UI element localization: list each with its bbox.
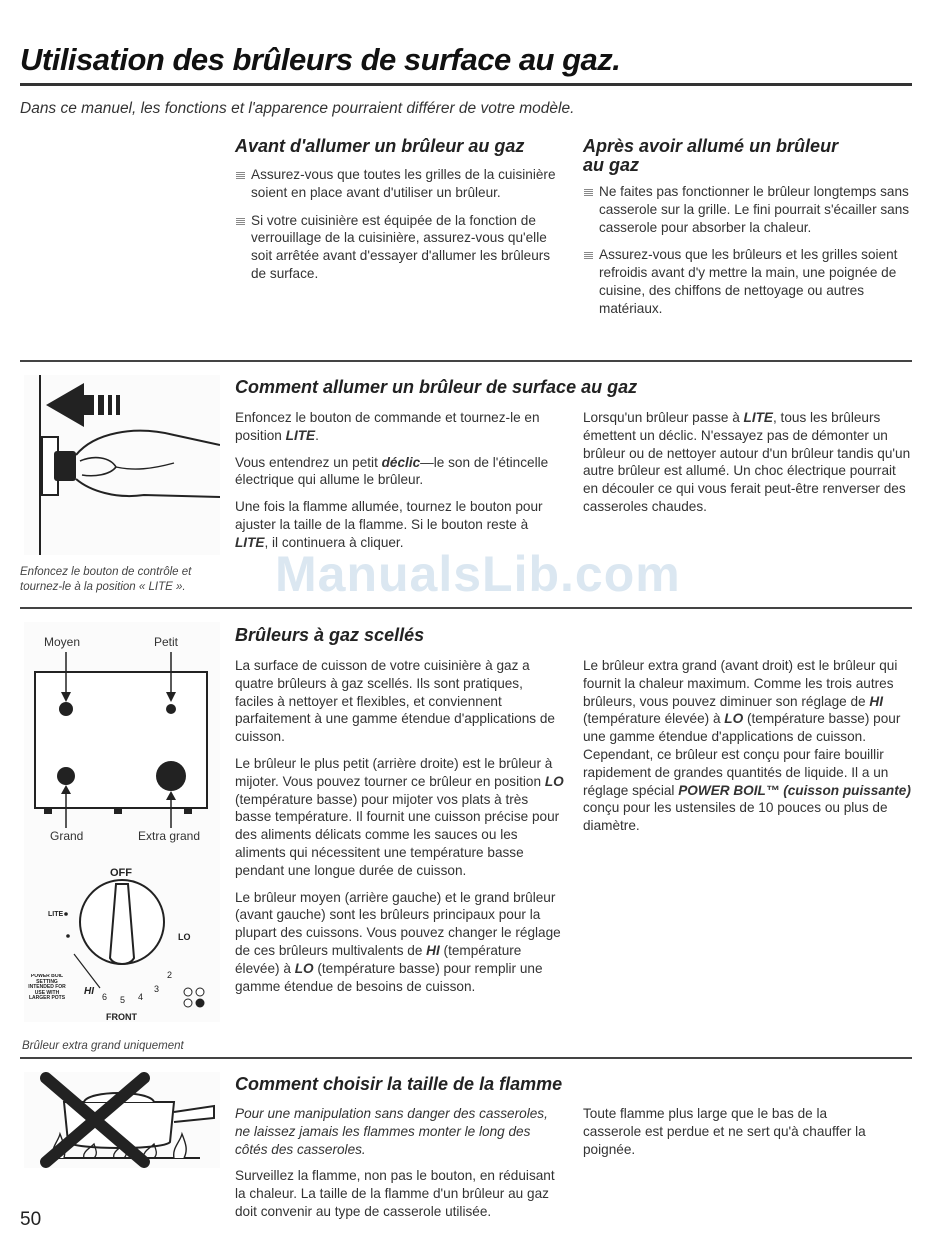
section-rule-2 (20, 607, 912, 609)
after-heading-line-2: au gaz (583, 155, 640, 175)
dial-number-3: 3 (154, 984, 160, 994)
label-petit: Petit (154, 635, 179, 649)
before-bullet-1: Assurez-vous que toutes les grilles de la cuisinière soient en place avant d'utiliser un brûleur. (235, 166, 565, 202)
sealed-heading: Brûleurs à gaz scellés (235, 625, 425, 645)
light-para-3: Une fois la flamme allumée, tournez le bouton pour ajuster la taille de la flamme. Si le bouton reste à LITE, il continuera à cliquer. (235, 499, 543, 550)
power-boil-note: POWER BOIL SETTING INTENDED FOR USE WITH LARGER POTS (28, 974, 66, 1001)
flame-heading: Comment choisir la taille de la flamme (235, 1074, 563, 1094)
before-bullet-2: Si votre cuisinière est équipée de la fonction de verrouillage de la cuisinière, assurez-vous qu'elle soit arrêtée avant d'essayer d'allumer les brûleurs de surface. (235, 212, 565, 283)
after-list (583, 183, 913, 328)
dial-hi-label: HI (84, 986, 94, 997)
cooktop-diagram (24, 622, 220, 1022)
sealed-para-3: Le brûleur moyen (arrière gauche) et le grand brûleur (avant gauche) sont les brûleurs principaux pour la plupart des cuissons. Vous pouvez changer le réglage de ces brûleurs multivalents de HI (température élevée) à LO (température basse) pour remplir une gamme étendue de besoins de cuisson. (235, 889, 561, 994)
sealed-para-2: Le brûleur le plus petit (arrière droite) est le brûleur à mijoter. Vous pouvez tourner ce brûleur en position LO (température basse) pour mijoter vos plats à très basse température. Il fournit une cuisson précise pour des aliments délicats comme les sauces ou les aliments qui nécessitent une température basse pendant une longue durée de cuisson. (235, 755, 564, 878)
dial-lite-label: LITE (48, 911, 64, 918)
label-moyen: Moyen (44, 635, 81, 649)
dial-number-2: 2 (167, 970, 173, 980)
light-caption-line-2: tournez-le à la position « LITE ». (20, 581, 186, 593)
light-para-4: Lorsqu'un brûleur passe à LITE, tous les brûleurs émettent un déclic. N'essayez pas de démonter un brûleur ou de nettoyer autour d'un brûleur tandis qu'un autre brûleur est allumé. Un choc électrique pourrait en découler ce qui vous ferait peut-être renverser des casseroles chaudes. (583, 410, 911, 514)
title-rule (20, 83, 912, 86)
light-col-left (235, 409, 565, 561)
section-rule-1 (20, 360, 912, 362)
burner-petit (166, 704, 176, 714)
sealed-col-right (583, 657, 913, 844)
light-para-1: Enfoncez le bouton de commande et tournez-le en position LITE. (235, 410, 540, 443)
sealed-para-4: Le brûleur extra grand (avant droit) est le brûleur qui fournit la chaleur maximum. Comme les trois autres brûleurs, vous pouvez diminuer son réglage de HI (température élevée) à LO (température basse) pour une gamme étendue d'applications de cuisson. Cependant, ce brûleur est conçu pour faire bouillir rapidement de grandes quantités de liquide. Il a un réglage spécial POWER BOIL™ (cuisson puissante) conçu pour les ustensiles de 10 pouces ou plus de diamètre. (583, 658, 911, 834)
light-caption (20, 565, 230, 595)
after-heading (583, 137, 913, 175)
dial-off-label: OFF (110, 867, 132, 879)
flame-para-2: Surveillez la flamme, non pas le bouton, en réduisant la chaleur. La taille de la flamme d'un brûleur au gaz doit convenir au type de casserole utilisée. (235, 1168, 555, 1219)
dial-lo-label: LO (178, 932, 191, 942)
burner-grand (57, 767, 75, 785)
flame-warning-illustration (24, 1072, 220, 1168)
before-heading: Avant d'allumer un brûleur au gaz (235, 136, 525, 156)
dial-number-5: 5 (120, 995, 126, 1005)
watermark: ManualsLib.com (275, 546, 681, 602)
knob-push-illustration (24, 375, 220, 555)
section-rule-3 (20, 1057, 912, 1059)
light-col-right (583, 409, 913, 525)
sealed-col-left (235, 657, 565, 1004)
burner-moyen (59, 702, 73, 716)
flame-col-left (235, 1105, 565, 1230)
flame-para-3: Toute flamme plus large que le bas de la casserole est perdue et ne sert qu'à chauffer la poignée. (583, 1106, 866, 1157)
sealed-caption: Brûleur extra grand uniquement (22, 1040, 184, 1052)
after-heading-line-1: Après avoir allumé un brûleur (583, 136, 839, 156)
light-heading: Comment allumer un brûleur de surface au gaz (235, 377, 638, 397)
dial-front-label: FRONT (106, 1012, 137, 1022)
flame-col-right (583, 1105, 883, 1167)
after-bullet-1: Ne faites pas fonctionner le brûleur longtemps sans casserole sur la grille. Le fini pourrait s'écailler sans casserole pour absorber la chaleur. (583, 183, 913, 236)
page-subtitle: Dans ce manuel, les fonctions et l'apparence pourraient différer de votre modèle. (20, 100, 575, 117)
page-title: Utilisation des brûleurs de surface au gaz. (20, 42, 621, 77)
hand-pressing-knob-icon (24, 375, 220, 555)
burner-extra-grand (156, 761, 186, 791)
pan-flame-crossed-icon (24, 1072, 220, 1168)
after-bullet-2: Assurez-vous que les brûleurs et les grilles soient refroidis avant d'y mettre la main, une poignée de cuisine, des chiffons de nettoyage ou autres matériaux. (583, 246, 913, 317)
label-extra-grand: Extra grand (138, 829, 201, 843)
sealed-para-1: La surface de cuisson de votre cuisinière à gaz a quatre brûleurs à gaz scellés. Ils sont pratiques, faciles à nettoyer et flexibles, et conviennent parfaitement à une gamme étendue d'applications de cuisson. (235, 658, 555, 745)
before-list (235, 166, 565, 293)
page-number: 50 (20, 1209, 42, 1230)
light-caption-line-1: Enfoncez le bouton de contrôle et (20, 566, 192, 578)
dial-number-4: 4 (138, 992, 144, 1002)
light-para-2: Vous entendrez un petit déclic—le son de l'étincelle électrique qui allume le brûleur. (235, 454, 549, 488)
dial-number-6: 6 (102, 992, 108, 1002)
flame-para-1: Pour une manipulation sans danger des casseroles, ne laissez jamais les flammes monter le long des côtés des casseroles. (235, 1106, 548, 1157)
cooktop-burner-layout-icon (24, 622, 220, 1022)
label-grand: Grand (50, 829, 84, 843)
